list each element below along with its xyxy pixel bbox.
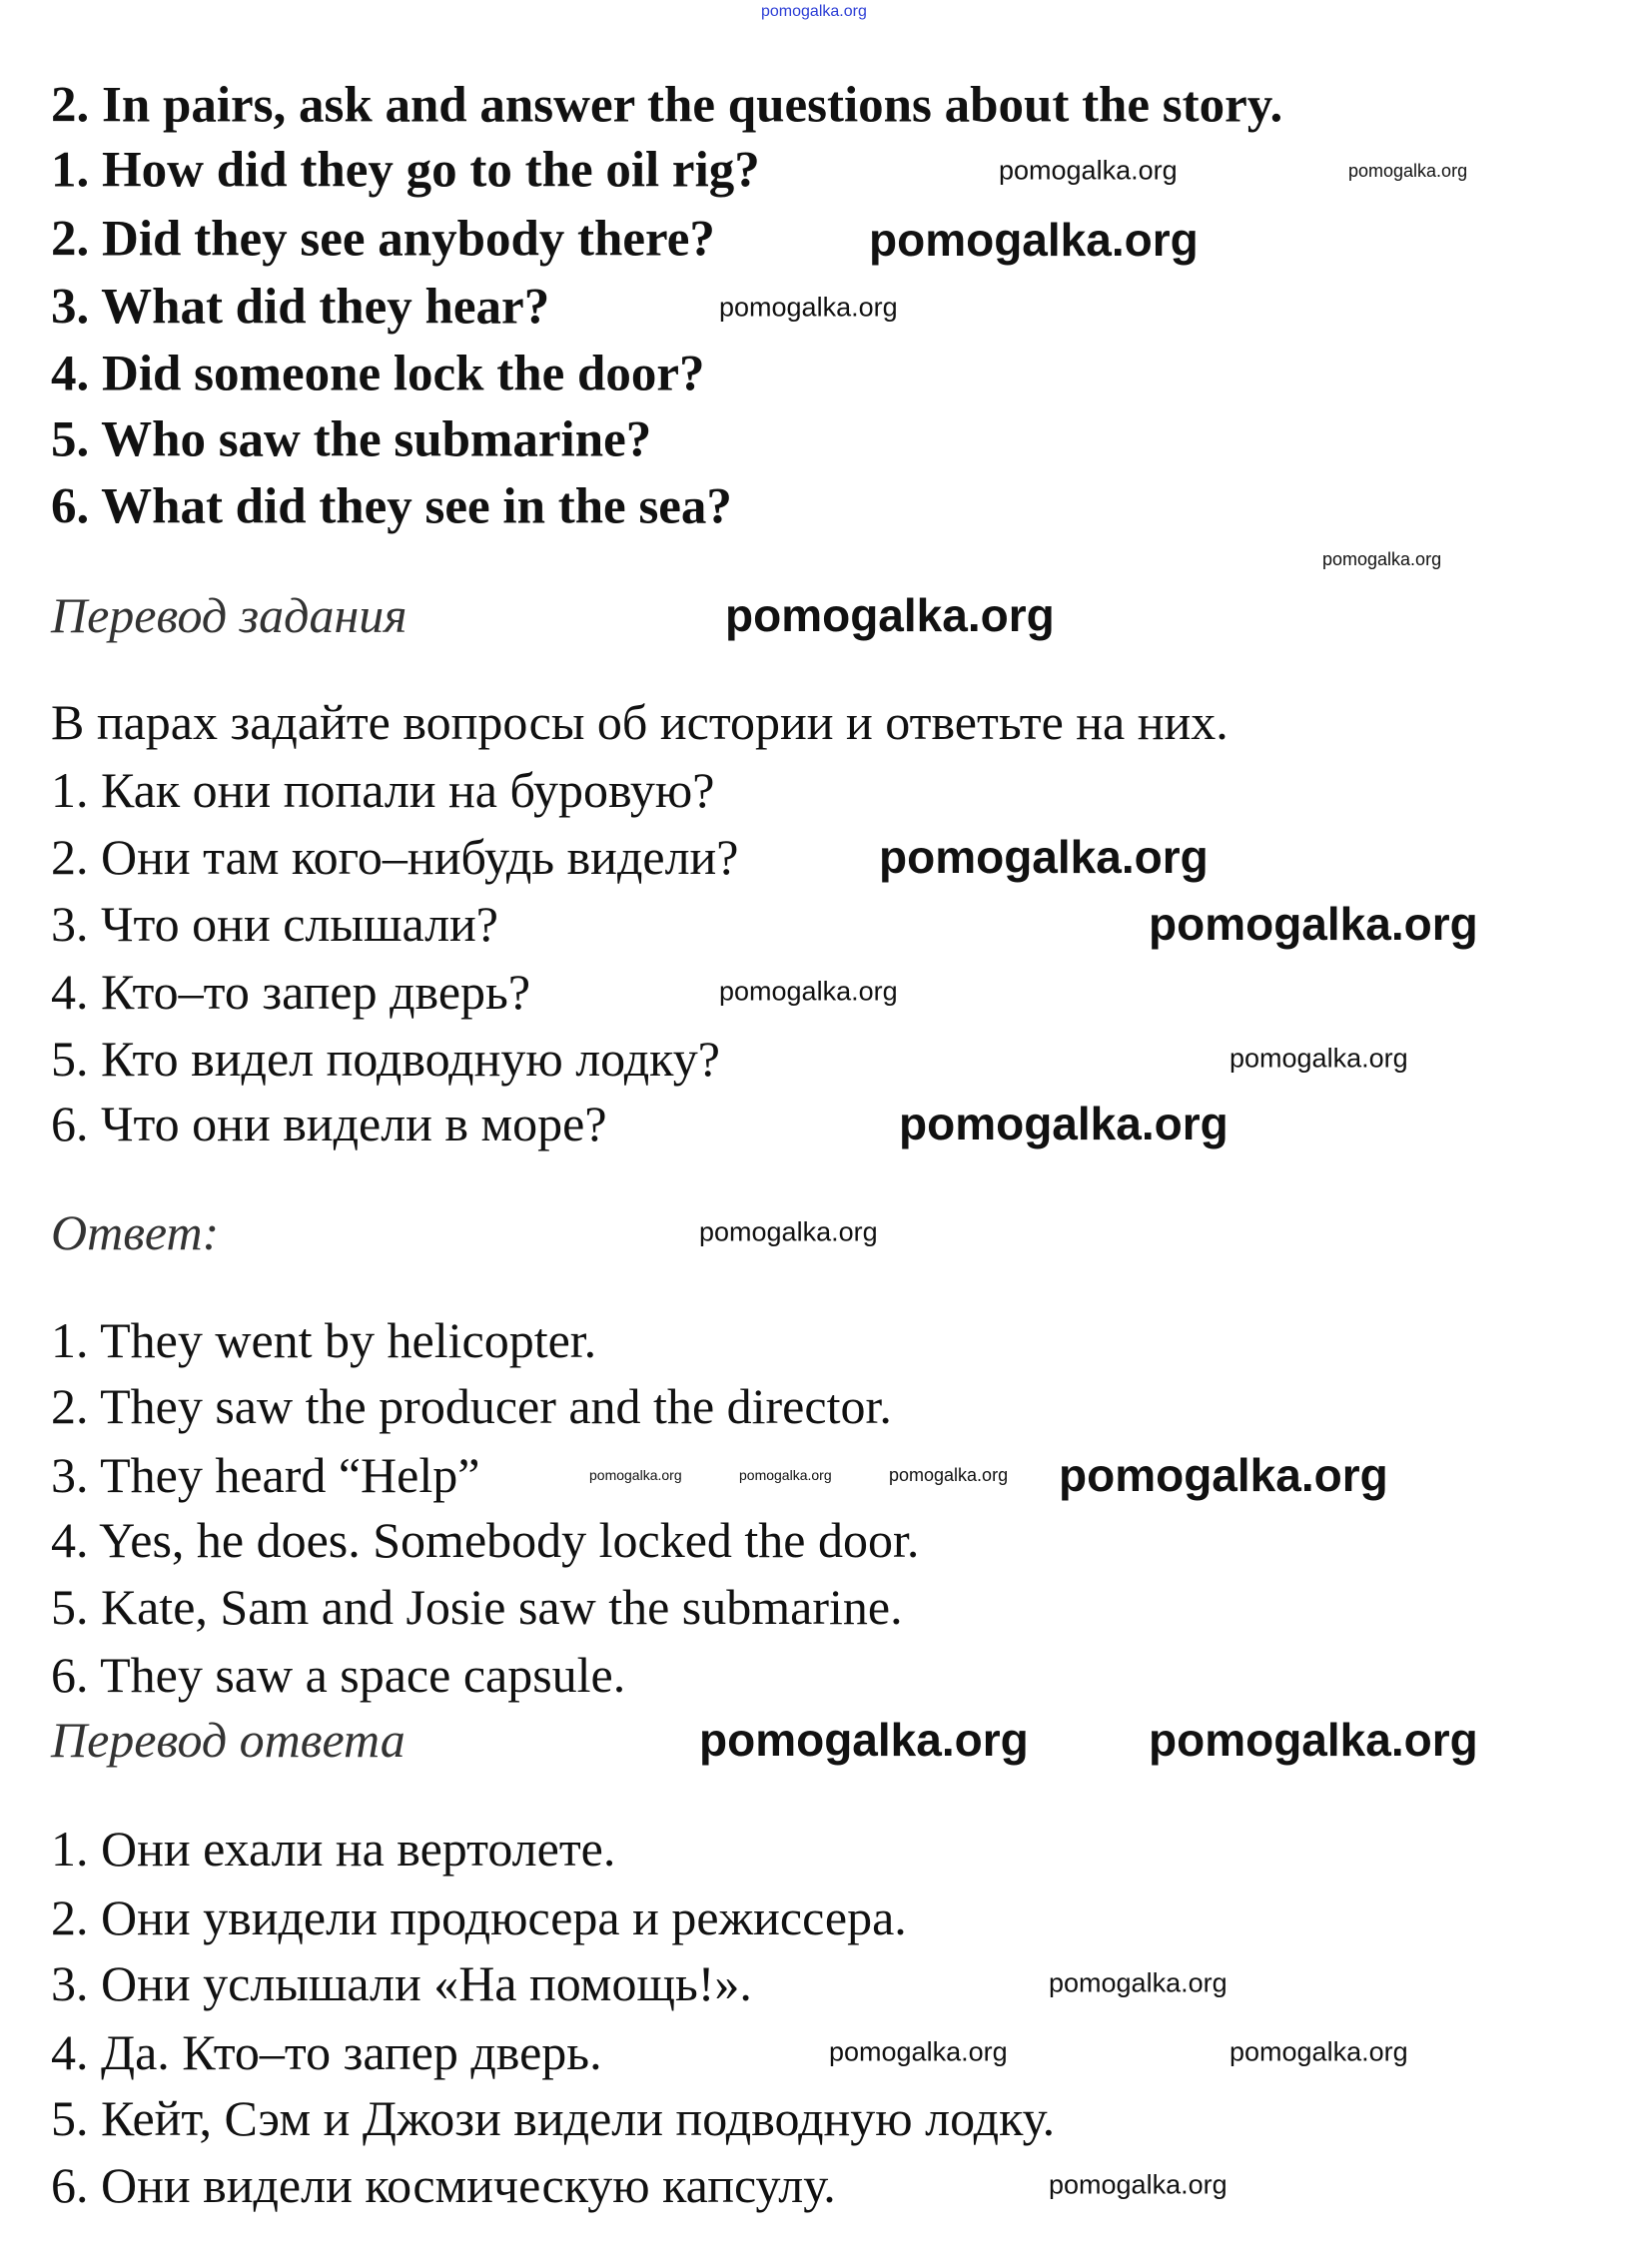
question: 6. What did they see in the sea? xyxy=(51,478,732,535)
watermark: pomogalka.org xyxy=(899,1098,1229,1149)
translated-answer: 4. Да. Кто–то запер дверь. xyxy=(51,2024,602,2080)
translated-answer: 6. Они видели космическую капсулу. xyxy=(51,2157,836,2213)
watermark: pomogalka.org xyxy=(999,155,1178,186)
answer-line: 2. They saw the producer and the director. xyxy=(51,1378,892,1434)
translated-question: 5. Кто видел подводную лодку? xyxy=(51,1031,720,1087)
translated-question: 1. Как они попали на буровую? xyxy=(51,762,715,818)
watermark: pomogalka.org xyxy=(719,976,898,1007)
watermark: pomogalka.org xyxy=(699,1714,1029,1766)
translated-answer: 1. Они ехали на вертолете. xyxy=(51,1821,616,1877)
translated-answer: 5. Кейт, Сэм и Джози видели подводную лодку. xyxy=(51,2090,1056,2146)
watermark: pomogalka.org xyxy=(725,589,1055,641)
watermark: pomogalka.org xyxy=(879,831,1209,883)
question: 4. Did someone lock the door? xyxy=(51,346,705,402)
watermark: pomogalka.org xyxy=(1348,161,1468,181)
watermark: pomogalka.org xyxy=(829,2036,1008,2067)
watermark: pomogalka.org xyxy=(1149,898,1478,950)
watermark: pomogalka.org xyxy=(739,1467,832,1483)
question: 2. Did they see anybody there? xyxy=(51,211,715,268)
watermark: pomogalka.org xyxy=(1229,2036,1408,2067)
answer-line: 3. They heard “Help” xyxy=(51,1447,480,1503)
watermark: pomogalka.org xyxy=(1322,549,1442,569)
watermark: pomogalka.org xyxy=(719,292,898,323)
translated-question: 3. Что они слышали? xyxy=(51,896,498,952)
answer-line: 5. Kate, Sam and Josie saw the submarine. xyxy=(51,1579,903,1635)
translated-answer: 3. Они услышали «На помощь!». xyxy=(51,1955,752,2011)
watermark-link[interactable]: pomogalka.org xyxy=(761,3,867,20)
question: 5. Who saw the submarine? xyxy=(51,411,652,468)
watermark: pomogalka.org xyxy=(1059,1449,1388,1501)
question: 1. How did they go to the oil rig? xyxy=(51,142,760,199)
answer-title: Ответ: xyxy=(51,1204,220,1260)
watermark: pomogalka.org xyxy=(889,1465,1009,1485)
watermark: pomogalka.org xyxy=(589,1467,682,1483)
watermark: pomogalka.org xyxy=(869,214,1199,266)
translated-question: 4. Кто–то запер дверь? xyxy=(51,964,531,1020)
answer-line: 4. Yes, he does. Somebody locked the door. xyxy=(51,1512,920,1568)
watermark: pomogalka.org xyxy=(699,1216,878,1247)
watermark: pomogalka.org xyxy=(1049,2169,1228,2200)
watermark: pomogalka.org xyxy=(1049,1967,1228,1998)
question: 3. What did they hear? xyxy=(51,279,550,336)
answer-translation-title: Перевод ответа xyxy=(51,1712,406,1768)
task-translation-title: Перевод задания xyxy=(51,587,408,643)
task-heading: 2. In pairs, ask and answer the questions about the story. xyxy=(51,77,1283,134)
watermark: pomogalka.org xyxy=(1229,1043,1408,1074)
answer-line: 6. They saw a space capsule. xyxy=(51,1647,626,1703)
task-translation-heading: В парах задайте вопросы об истории и ответьте на них. xyxy=(51,694,1229,750)
answer-line: 1. They went by helicopter. xyxy=(51,1312,597,1368)
translated-question: 6. Что они видели в море? xyxy=(51,1096,607,1151)
watermark: pomogalka.org xyxy=(1149,1714,1478,1766)
translated-question: 2. Они там кого–нибудь видели? xyxy=(51,829,739,885)
translated-answer: 2. Они увидели продюсера и режиссера. xyxy=(51,1890,907,1945)
